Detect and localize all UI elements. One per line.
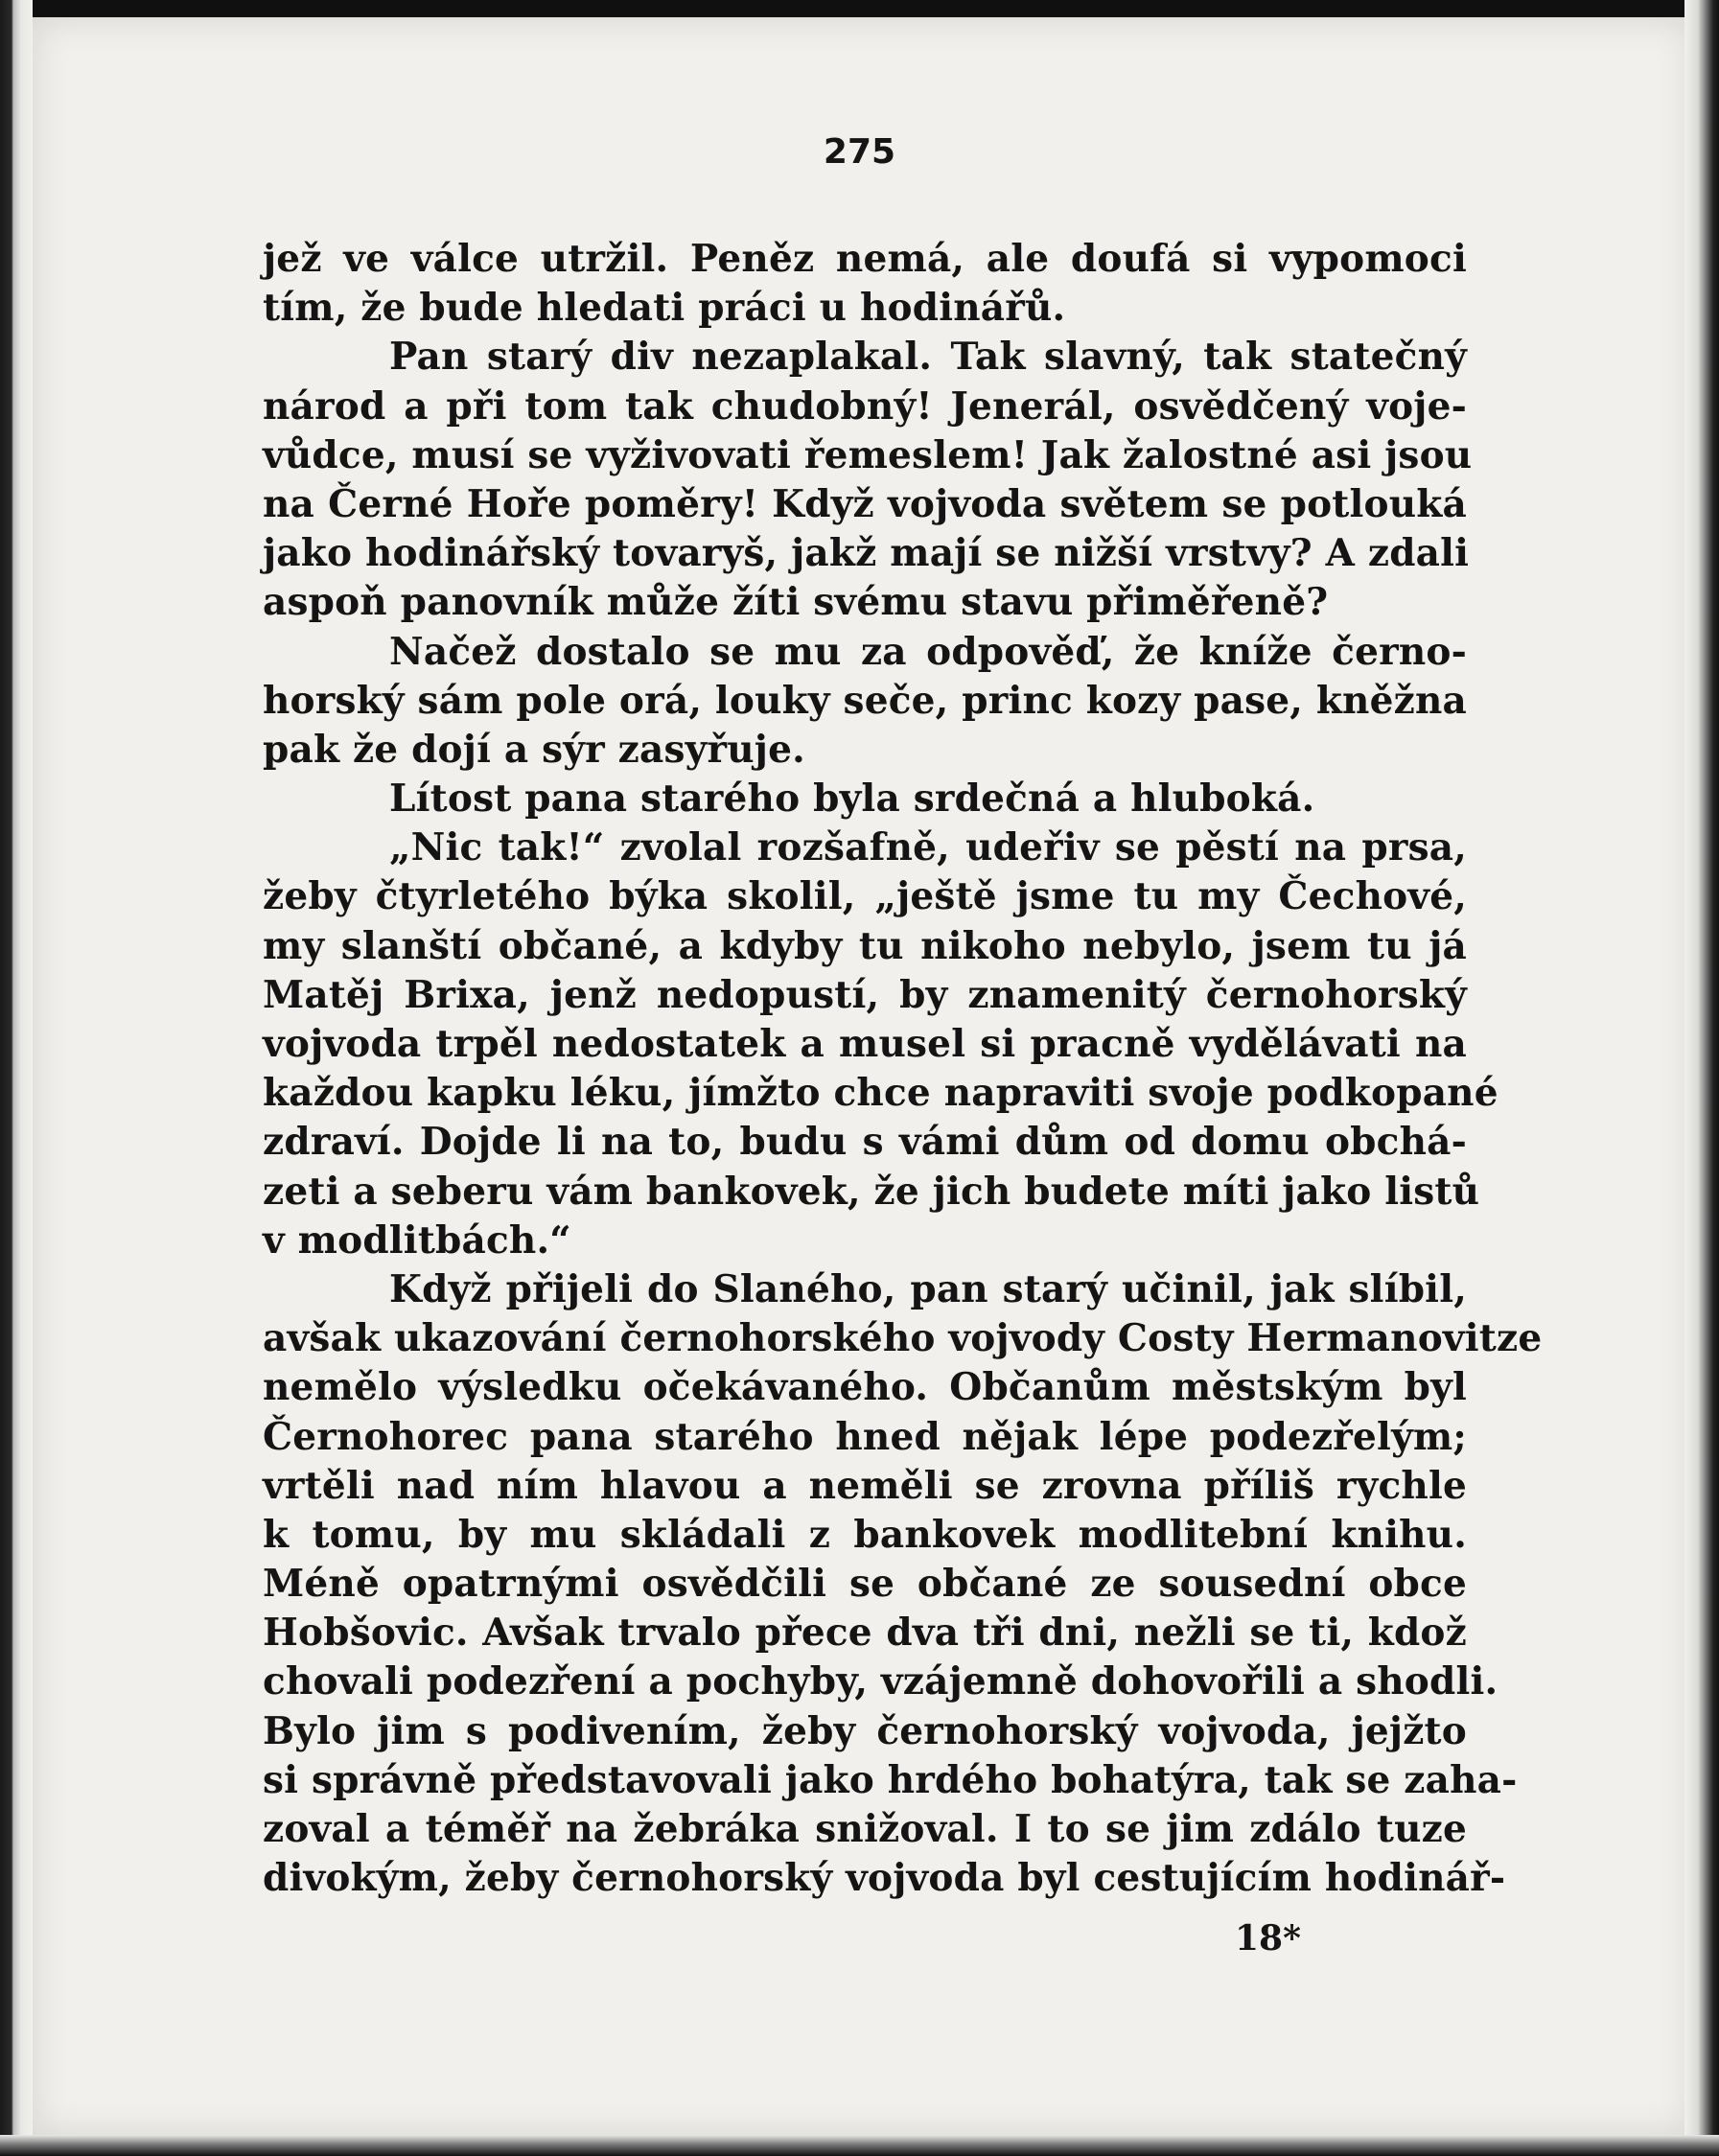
text-line: Lítost pana starého byla srdečná a hluboká.	[389, 777, 1315, 822]
text-line: Černohorec pana starého hned nějak lépe podezřelým;	[263, 1414, 1467, 1459]
text-line: zeti a seberu vám bankovek, že jich budete míti jako listů	[263, 1169, 1480, 1214]
page-right-edge	[1684, 0, 1719, 2156]
text-line: avšak ukazování černohorského vojvody Costy Hermanovitze	[263, 1316, 1543, 1361]
text-line: jež ve válce utržil. Peněz nemá, ale doufá si vypomoci	[263, 237, 1467, 281]
body-text	[263, 235, 1543, 1903]
text-line: my slanští občané, a kdyby tu nikoho nebylo, jsem tu já	[263, 923, 1467, 968]
text-line: zoval a téměř na žebráka snižoval. I to se jim zdálo tuze	[263, 1807, 1467, 1851]
text-line: si správně představovali jako hrdého bohatýra, tak se zaha-	[263, 1757, 1518, 1802]
text-line: nemělo výsledku očekávaného. Občanům městským byl	[263, 1365, 1467, 1410]
text-line: pak že dojí a sýr zasyřuje.	[263, 727, 805, 772]
text-line: žeby čtyrletého býka skolil, „ještě jsme tu my Čechové,	[263, 874, 1467, 919]
text-line: Matěj Brixa, jenž nedopustí, by znamenitý černohorský	[263, 972, 1467, 1017]
page-bottom-edge	[0, 2135, 1719, 2156]
text-line: Načež dostalo se mu za odpověď, že kníže černo-	[389, 629, 1467, 674]
page-number: 275	[823, 132, 896, 172]
text-line: vůdce, musí se vyživovati řemeslem! Jak žalostné asi jsou	[263, 432, 1473, 477]
text-line: horský sám pole orá, louky seče, princ kozy pase, kněžna	[263, 678, 1467, 723]
text-line: tím, že bude hledati práci u hodinářů.	[263, 286, 1066, 331]
text-line: aspoň panovník může žíti svému stavu přiměřeně?	[263, 580, 1329, 625]
page-binding-edge	[0, 0, 33, 2156]
text-line: jako hodinářský tovaryš, jakž mají se nižší vrstvy? A zdali	[263, 531, 1470, 576]
text-line: Když přijeli do Slaného, pan starý učinil, jak slíbil,	[389, 1266, 1467, 1311]
text-line: divokým, žeby černohorský vojvoda byl cestujícím hodinář-	[263, 1856, 1506, 1901]
text-line: k tomu, by mu skládali z bankovek modlitební knihu.	[263, 1512, 1467, 1557]
text-line: chovali podezření a pochyby, vzájemně dohovořili a shodli.	[263, 1659, 1498, 1704]
text-line: zdraví. Dojde li na to, budu s vámi dům od domu obchá-	[263, 1120, 1467, 1165]
text-line: každou kapku léku, jímžto chce napraviti svoje podkopané	[263, 1071, 1498, 1116]
text-line: vrtěli nad ním hlavou a neměli se zrovna příliš rychle	[263, 1463, 1467, 1508]
text-line: vojvoda trpěl nedostatek a musel si pracně vydělávati na	[263, 1022, 1467, 1066]
text-line: Bylo jim s podivením, žeby černohorský vojvoda, jejžto	[263, 1708, 1467, 1753]
signature-mark: 18*	[1235, 1918, 1301, 1959]
text-line: Hobšovic. Avšak trvalo přece dva tři dni, nežli se ti, kdož	[263, 1611, 1467, 1656]
text-line: na Černé Hoře poměry! Když vojvoda světem se potlouká	[263, 481, 1467, 526]
text-line: Pan starý div nezaplakal. Tak slavný, tak statečný	[389, 335, 1467, 380]
text-line: národ a při tom tak chudobný! Jenerál, osvědčený voje-	[263, 383, 1467, 429]
text-line: v modlitbách.“	[263, 1217, 571, 1263]
text-line: Méně opatrnými osvědčili se občané ze sousední obce	[263, 1562, 1467, 1607]
text-line: „Nic tak!“ zvolal rozšafně, udeřiv se pěstí na prsa,	[389, 825, 1467, 870]
